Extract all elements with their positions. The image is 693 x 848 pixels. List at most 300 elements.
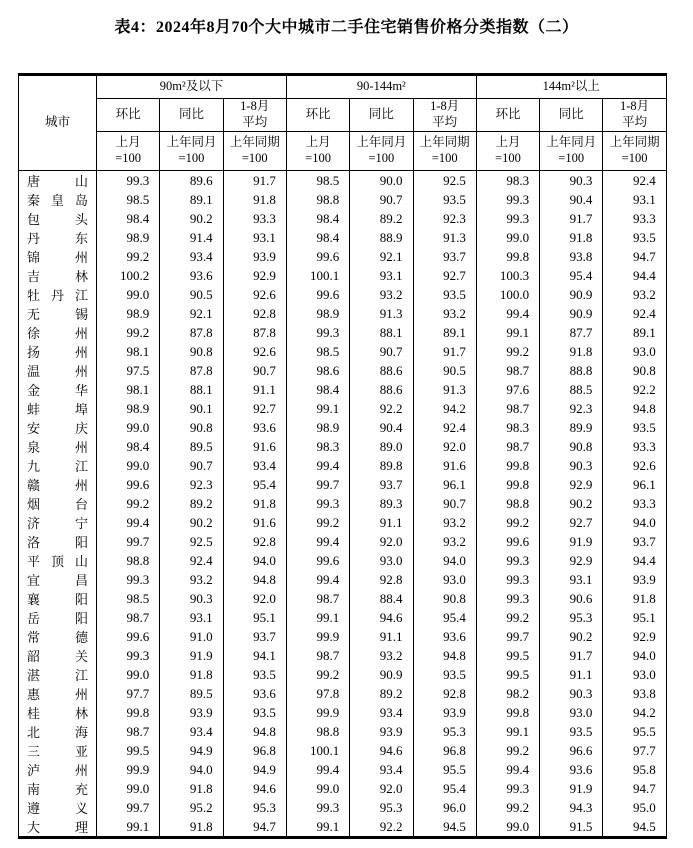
col-header-label: 平均: [242, 115, 268, 129]
index-value: 92.3: [160, 475, 223, 494]
index-value: 89.3: [350, 494, 413, 513]
index-value: 99.0: [97, 779, 160, 798]
index-value: 99.1: [97, 817, 160, 838]
base-header-same-period-last-year: [223, 132, 286, 171]
index-value: 89.1: [160, 190, 223, 209]
index-value: 99.4: [476, 760, 539, 779]
city-name-text: 牡 丹 江: [27, 288, 88, 303]
city-name-text: 南 充: [27, 782, 88, 797]
table-row: [19, 456, 667, 475]
index-value: 98.5: [286, 171, 349, 191]
index-value: 94.0: [223, 551, 286, 570]
index-value: 95.1: [603, 608, 666, 627]
index-value: 89.2: [350, 684, 413, 703]
base-label: =100: [305, 151, 331, 165]
index-value: 93.1: [223, 228, 286, 247]
index-value: 98.1: [97, 342, 160, 361]
city-name-text: 锦 州: [27, 250, 88, 265]
col-header-label: 平均: [622, 115, 648, 129]
index-value: 99.3: [476, 190, 539, 209]
index-value: 91.3: [413, 228, 476, 247]
col-header-avg: [413, 99, 476, 132]
index-value: 99.5: [476, 646, 539, 665]
city-name: [19, 532, 97, 551]
index-value: 94.1: [223, 646, 286, 665]
col-header-label: 1-8月: [430, 99, 460, 114]
city-name: [19, 608, 97, 627]
table-row: [19, 703, 667, 722]
city-name: [19, 380, 97, 399]
index-value: 90.1: [160, 399, 223, 418]
index-value: 90.9: [350, 665, 413, 684]
index-value: 94.3: [540, 798, 603, 817]
index-value: 98.3: [286, 437, 349, 456]
index-value: 99.7: [97, 532, 160, 551]
city-name: [19, 570, 97, 589]
city-name: [19, 627, 97, 646]
index-value: 98.8: [286, 190, 349, 209]
index-value: 91.6: [223, 513, 286, 532]
index-value: 92.5: [160, 532, 223, 551]
index-value: 99.8: [476, 247, 539, 266]
table-row: [19, 817, 667, 838]
index-value: 93.6: [223, 684, 286, 703]
table-row: [19, 285, 667, 304]
index-value: 96.8: [413, 741, 476, 760]
index-value: 92.6: [603, 456, 666, 475]
index-value: 95.3: [413, 722, 476, 741]
index-value: 92.8: [223, 304, 286, 323]
index-value: 92.0: [413, 437, 476, 456]
index-value: 98.4: [286, 209, 349, 228]
index-value: 100.1: [286, 741, 349, 760]
index-value: 88.8: [540, 361, 603, 380]
index-value: 89.2: [160, 494, 223, 513]
index-value: 95.4: [223, 475, 286, 494]
city-name: [19, 228, 97, 247]
city-name: [19, 418, 97, 437]
index-value: 99.3: [97, 171, 160, 191]
city-name: [19, 646, 97, 665]
index-value: 91.3: [413, 380, 476, 399]
index-value: 96.1: [413, 475, 476, 494]
city-name: [19, 437, 97, 456]
index-value: 88.5: [540, 380, 603, 399]
index-value: 91.9: [540, 532, 603, 551]
base-header-last-month: [286, 132, 349, 171]
index-value: 97.5: [97, 361, 160, 380]
price-index-table: [18, 73, 667, 839]
index-value: 99.4: [286, 532, 349, 551]
index-value: 90.4: [350, 418, 413, 437]
index-value: 94.8: [223, 570, 286, 589]
city-name: [19, 817, 97, 838]
base-header-same-month-last-year: [350, 132, 413, 171]
city-name-text: 宜 昌: [27, 573, 88, 588]
index-value: 99.2: [286, 665, 349, 684]
index-value: 94.8: [223, 722, 286, 741]
index-value: 93.5: [540, 722, 603, 741]
col-header-label: 环比: [115, 107, 141, 122]
index-value: 88.6: [350, 361, 413, 380]
index-value: 95.1: [223, 608, 286, 627]
index-value: 95.0: [603, 798, 666, 817]
index-value: 91.9: [160, 646, 223, 665]
index-value: 90.7: [350, 342, 413, 361]
index-value: 91.8: [223, 190, 286, 209]
city-name-text: 常 德: [27, 630, 88, 645]
index-value: 88.4: [350, 589, 413, 608]
index-value: 98.3: [476, 171, 539, 191]
base-label: 上年同期: [609, 135, 660, 150]
table-row: [19, 627, 667, 646]
city-name-text: 襄 阳: [27, 592, 88, 607]
index-value: 98.9: [97, 304, 160, 323]
city-column-header: 城市: [19, 75, 97, 171]
index-value: 98.4: [97, 209, 160, 228]
index-value: 99.3: [476, 570, 539, 589]
table-row: [19, 722, 667, 741]
index-value: 95.2: [160, 798, 223, 817]
index-value: 99.4: [476, 304, 539, 323]
table-row: [19, 513, 667, 532]
base-header-row: [19, 132, 667, 171]
city-name-text: 包 头: [27, 212, 88, 227]
city-name-text: 济 宁: [27, 516, 88, 531]
index-value: 90.8: [603, 361, 666, 380]
index-value: 92.3: [540, 399, 603, 418]
index-value: 92.9: [540, 475, 603, 494]
index-value: 93.9: [350, 722, 413, 741]
index-value: 99.3: [476, 209, 539, 228]
index-value: 98.7: [97, 608, 160, 627]
col-header-label: 环比: [495, 107, 521, 122]
index-value: 91.8: [160, 779, 223, 798]
measure-header-row: [19, 99, 667, 132]
index-value: 94.5: [603, 817, 666, 838]
index-value: 99.4: [286, 570, 349, 589]
index-value: 99.7: [286, 475, 349, 494]
index-value: 99.8: [97, 703, 160, 722]
col-header-label: 同比: [368, 107, 394, 122]
index-value: 93.4: [350, 703, 413, 722]
index-value: 90.9: [540, 304, 603, 323]
index-value: 91.1: [350, 627, 413, 646]
index-value: 99.3: [286, 323, 349, 342]
index-value: 94.4: [603, 551, 666, 570]
index-value: 92.8: [223, 532, 286, 551]
index-value: 91.6: [413, 456, 476, 475]
index-value: 99.8: [476, 475, 539, 494]
index-value: 90.0: [350, 171, 413, 191]
table-row: [19, 323, 667, 342]
index-value: 94.0: [413, 551, 476, 570]
city-name: [19, 266, 97, 285]
group-header-90-and-below: 90m²及以下: [97, 75, 287, 99]
index-value: 94.0: [160, 760, 223, 779]
index-value: 97.7: [97, 684, 160, 703]
city-name-text: 大 理: [27, 820, 88, 835]
index-value: 98.9: [97, 399, 160, 418]
city-name: [19, 798, 97, 817]
index-value: 90.9: [540, 285, 603, 304]
city-name: [19, 551, 97, 570]
index-value: 90.7: [160, 456, 223, 475]
index-value: 90.4: [540, 190, 603, 209]
index-value: 91.8: [223, 494, 286, 513]
index-value: 92.9: [603, 627, 666, 646]
table-row: [19, 266, 667, 285]
city-name: [19, 247, 97, 266]
city-name: [19, 190, 97, 209]
col-header-label: 环比: [305, 107, 331, 122]
city-name: [19, 399, 97, 418]
index-value: 93.0: [603, 665, 666, 684]
index-value: 90.3: [540, 684, 603, 703]
index-value: 98.7: [286, 646, 349, 665]
index-value: 99.0: [97, 456, 160, 475]
index-value: 92.4: [603, 304, 666, 323]
index-value: 91.7: [413, 342, 476, 361]
base-label: =100: [368, 151, 395, 165]
index-value: 93.2: [350, 646, 413, 665]
city-name-text: 湛 江: [27, 668, 88, 683]
index-value: 93.4: [350, 760, 413, 779]
index-value: 99.1: [286, 817, 349, 838]
index-value: 93.5: [413, 285, 476, 304]
col-header-avg: [603, 99, 666, 132]
city-name-text: 惠 州: [27, 687, 88, 702]
city-name: [19, 285, 97, 304]
index-value: 94.9: [160, 741, 223, 760]
index-value: 99.1: [286, 399, 349, 418]
index-value: 92.6: [223, 285, 286, 304]
index-value: 91.1: [540, 665, 603, 684]
city-name: [19, 323, 97, 342]
index-value: 94.0: [603, 646, 666, 665]
index-value: 98.8: [476, 494, 539, 513]
index-value: 93.6: [413, 627, 476, 646]
index-value: 93.2: [413, 513, 476, 532]
index-value: 93.4: [223, 456, 286, 475]
index-value: 99.2: [97, 247, 160, 266]
index-value: 99.2: [476, 513, 539, 532]
index-value: 90.8: [160, 342, 223, 361]
city-name: [19, 665, 97, 684]
table-row: [19, 532, 667, 551]
index-value: 97.7: [603, 741, 666, 760]
index-value: 98.9: [286, 418, 349, 437]
index-value: 99.6: [476, 532, 539, 551]
index-value: 93.9: [223, 247, 286, 266]
index-value: 98.4: [286, 228, 349, 247]
col-header-mom: [476, 99, 539, 132]
index-value: 99.9: [97, 760, 160, 779]
base-label: 上年同月: [356, 135, 407, 150]
index-value: 88.6: [350, 380, 413, 399]
index-value: 98.2: [476, 684, 539, 703]
table-row: [19, 779, 667, 798]
index-value: 92.0: [350, 532, 413, 551]
index-value: 90.7: [413, 494, 476, 513]
col-header-yoy: [350, 99, 413, 132]
city-name-text: 烟 台: [27, 497, 88, 512]
index-value: 89.9: [540, 418, 603, 437]
table-row: [19, 399, 667, 418]
index-value: 91.1: [223, 380, 286, 399]
table-row: [19, 684, 667, 703]
index-value: 93.2: [413, 304, 476, 323]
index-value: 93.4: [160, 247, 223, 266]
index-value: 92.9: [540, 551, 603, 570]
index-value: 93.7: [603, 532, 666, 551]
index-value: 98.5: [97, 589, 160, 608]
index-value: 87.8: [223, 323, 286, 342]
index-value: 99.3: [476, 551, 539, 570]
index-value: 99.7: [476, 627, 539, 646]
index-value: 92.2: [350, 817, 413, 838]
index-value: 98.4: [286, 380, 349, 399]
index-value: 92.6: [223, 342, 286, 361]
city-name-text: 岳 阳: [27, 611, 88, 626]
index-value: 91.3: [350, 304, 413, 323]
index-value: 90.3: [160, 589, 223, 608]
index-value: 99.0: [476, 817, 539, 838]
index-value: 93.2: [413, 532, 476, 551]
index-value: 92.3: [413, 209, 476, 228]
index-value: 99.6: [286, 247, 349, 266]
index-value: 99.0: [476, 228, 539, 247]
index-value: 93.2: [350, 285, 413, 304]
index-value: 99.3: [476, 589, 539, 608]
index-value: 94.2: [413, 399, 476, 418]
index-value: 94.7: [223, 817, 286, 838]
table-body: [19, 171, 667, 838]
city-name-text: 无 锡: [27, 307, 88, 322]
index-value: 100.2: [97, 266, 160, 285]
index-value: 95.8: [603, 760, 666, 779]
col-header-mom: [97, 99, 160, 132]
index-value: 93.3: [223, 209, 286, 228]
index-value: 98.5: [97, 190, 160, 209]
index-value: 92.0: [223, 589, 286, 608]
city-name: [19, 494, 97, 513]
table-row: [19, 589, 667, 608]
base-label: 上月: [305, 135, 331, 150]
index-value: 95.4: [413, 608, 476, 627]
base-label: 上月: [495, 135, 521, 150]
table-row: [19, 380, 667, 399]
index-value: 93.4: [160, 722, 223, 741]
table-row: [19, 475, 667, 494]
index-value: 88.1: [350, 323, 413, 342]
index-value: 93.1: [350, 266, 413, 285]
index-value: 91.8: [160, 665, 223, 684]
index-value: 98.8: [286, 722, 349, 741]
index-value: 93.9: [603, 570, 666, 589]
page-title: 表4：2024年8月70个大中城市二手住宅销售价格分类指数（二）: [114, 19, 579, 36]
index-value: 99.2: [476, 798, 539, 817]
table-row: [19, 304, 667, 323]
index-value: 90.7: [350, 190, 413, 209]
city-name-text: 唐 山: [27, 174, 88, 189]
index-value: 92.4: [413, 418, 476, 437]
city-name-text: 泸 州: [27, 763, 88, 778]
index-value: 90.3: [540, 456, 603, 475]
index-value: 89.6: [160, 171, 223, 191]
index-value: 97.6: [476, 380, 539, 399]
index-value: 91.8: [540, 342, 603, 361]
index-value: 99.8: [476, 703, 539, 722]
index-value: 93.1: [160, 608, 223, 627]
index-value: 99.3: [286, 798, 349, 817]
city-name-text: 吉 林: [27, 269, 88, 284]
col-header-avg: [223, 99, 286, 132]
table-row: [19, 342, 667, 361]
city-name: [19, 741, 97, 760]
index-value: 99.4: [286, 456, 349, 475]
index-value: 93.5: [223, 665, 286, 684]
index-value: 99.0: [97, 418, 160, 437]
city-name: [19, 475, 97, 494]
index-value: 94.9: [223, 760, 286, 779]
base-label: =100: [115, 151, 142, 165]
index-value: 90.8: [413, 589, 476, 608]
index-value: 90.2: [540, 627, 603, 646]
city-name: [19, 209, 97, 228]
city-name: [19, 760, 97, 779]
city-name-text: 洛 阳: [27, 535, 88, 550]
base-header-same-month-last-year: [540, 132, 603, 171]
table-row: [19, 228, 667, 247]
index-value: 99.3: [97, 570, 160, 589]
index-value: 91.7: [540, 209, 603, 228]
base-label: 上年同月: [546, 135, 597, 150]
index-value: 98.8: [97, 551, 160, 570]
index-value: 95.4: [413, 779, 476, 798]
city-name-text: 丹 东: [27, 231, 88, 246]
index-value: 99.5: [97, 741, 160, 760]
index-value: 99.3: [97, 646, 160, 665]
index-value: 99.5: [476, 665, 539, 684]
index-value: 92.1: [160, 304, 223, 323]
city-name-text: 温 州: [27, 364, 88, 379]
index-value: 89.8: [350, 456, 413, 475]
index-value: 96.1: [603, 475, 666, 494]
index-value: 99.2: [97, 323, 160, 342]
index-value: 89.2: [350, 209, 413, 228]
index-value: 88.1: [160, 380, 223, 399]
base-label: 上年同月: [166, 135, 217, 150]
index-value: 94.7: [603, 247, 666, 266]
index-value: 94.6: [350, 741, 413, 760]
index-value: 90.2: [540, 494, 603, 513]
index-value: 99.2: [97, 494, 160, 513]
city-name-text: 蚌 埠: [27, 402, 88, 417]
index-value: 99.9: [286, 627, 349, 646]
index-value: 98.7: [476, 361, 539, 380]
index-value: 98.6: [286, 361, 349, 380]
index-value: 92.5: [413, 171, 476, 191]
table-header: [19, 75, 667, 171]
index-value: 93.8: [603, 684, 666, 703]
city-name-text: 平 顶 山: [27, 554, 88, 569]
index-value: 96.8: [223, 741, 286, 760]
table-row: [19, 437, 667, 456]
base-label: =100: [431, 151, 458, 165]
city-name-text: 三 亚: [27, 744, 88, 759]
index-value: 93.9: [413, 703, 476, 722]
